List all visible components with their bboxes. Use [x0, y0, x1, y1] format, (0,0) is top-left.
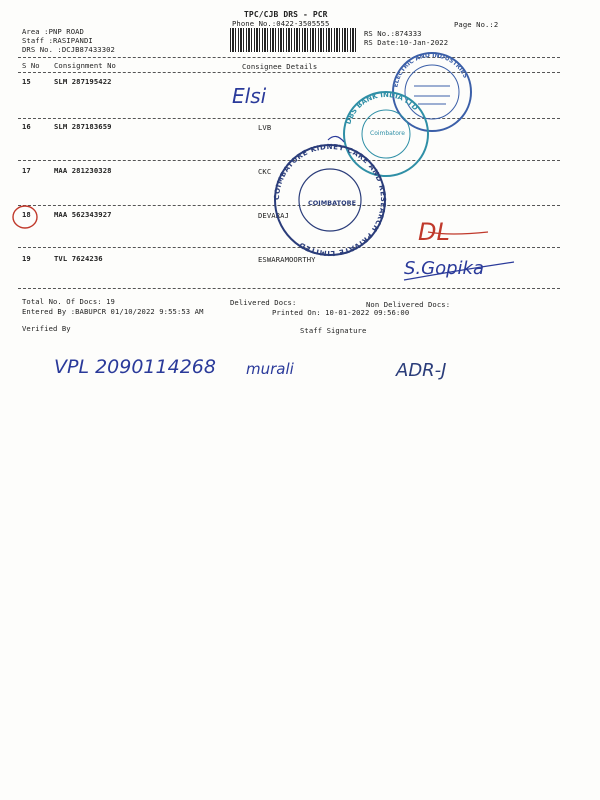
- bank-stamp: [344, 91, 428, 176]
- signature-stroke: [404, 262, 514, 280]
- delivered-docs: Delivered Docs:: [230, 298, 297, 307]
- row-sno: 17: [22, 166, 31, 175]
- staff-label: Staff :RASIPANDI: [22, 36, 93, 45]
- handwritten-name: murali: [246, 360, 294, 378]
- column-consignee: Consignee Details: [242, 62, 318, 71]
- row-consignment: MAA 281230328: [54, 166, 112, 175]
- rs-number: RS No.:874333: [364, 29, 422, 38]
- drs-number: DRS No. :DCJB87433302: [22, 45, 115, 54]
- hospital-stamp: [273, 143, 387, 257]
- handwritten-signature: ADR-J: [396, 360, 447, 381]
- non-delivered-docs: Non Delivered Docs:: [366, 300, 451, 309]
- row-consignee: DEVARAJ: [258, 211, 289, 220]
- column-consignment: Consignment No: [54, 61, 116, 70]
- column-sno: S No: [22, 61, 40, 70]
- row-handwritten: S.Gopika: [404, 258, 484, 279]
- row-sno: 15: [22, 77, 31, 86]
- printed-on: Printed On: 10-01-2022 09:56:00: [272, 308, 410, 317]
- row-consignee: LVB: [258, 123, 272, 132]
- red-circle-mark: [13, 206, 37, 228]
- row-sno: 19: [22, 254, 31, 263]
- stamp-2-inner: Coimbatore: [370, 130, 405, 137]
- verified-by: Verified By: [22, 324, 71, 333]
- rs-date: RS Date:10-Jan-2022: [364, 38, 449, 47]
- staff-signature-label: Staff Signature: [300, 326, 367, 335]
- row-consignment: SLM 287195422: [54, 77, 112, 86]
- phone-number: Phone No.:0422-3505555: [232, 19, 330, 28]
- row-consignment: MAA 562343927: [54, 210, 112, 219]
- area-label: Area :PNP ROAD: [22, 27, 84, 36]
- stamp-2-text: DBS BANK INDIA LTD: [344, 90, 420, 126]
- row-handwritten: DL: [418, 218, 450, 246]
- red-scribble: [428, 232, 488, 234]
- row-handwritten: Elsi: [232, 84, 267, 108]
- row-consignee: CKC: [258, 167, 272, 176]
- row-consignment: SLM 287183659: [54, 122, 112, 131]
- stamp-3-inner: COIMBATORE: [308, 199, 357, 207]
- entered-by: Entered By :BABUPCR 01/10/2022 9:55:53 AM: [22, 307, 204, 316]
- handwritten-vehicle-no: VPL 2090114268: [54, 356, 216, 378]
- stamp-1-text: ELECTRIC AND INDUSTRIES: [392, 51, 469, 88]
- row-consignee: ESWARAMOORTHY: [258, 255, 316, 264]
- stamp-3-text: COIMBATORE KIDNEY CARE AND RESEARCH PRIVATE LIMITED: [272, 142, 388, 258]
- row-sno: 18: [22, 210, 31, 219]
- total-docs: Total No. Of Docs: 19: [22, 297, 115, 306]
- report-title: TPC/CJB DRS - PCR: [244, 10, 328, 19]
- company-stamp: [392, 52, 471, 131]
- row-sno: 16: [22, 122, 31, 131]
- page-number: Page No.:2: [454, 20, 499, 29]
- svg-text:DBS BANK INDIA LTD: [344, 91, 419, 125]
- row-consignment: TVL 7624236: [54, 254, 103, 263]
- ink-mark: [328, 136, 344, 142]
